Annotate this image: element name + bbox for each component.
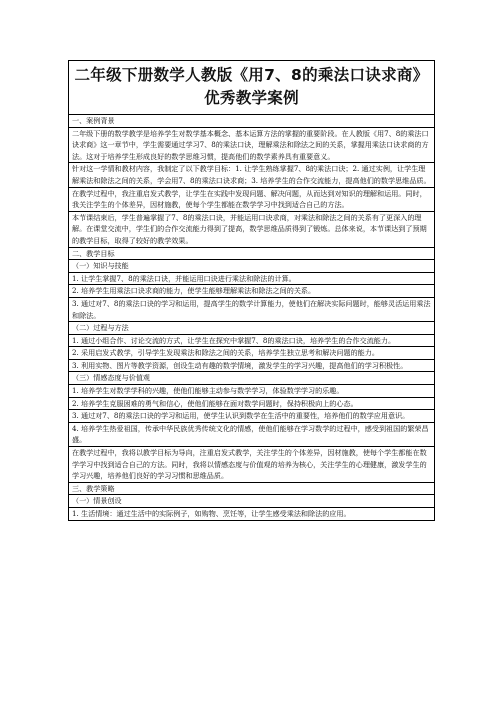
table-cell: 3. 通过对7、8的乘法口诀的学习和运用，提高学生的数学计算能力，使他们在解决实际问题时，能够灵活运用乘法和除法。 xyxy=(69,297,435,321)
table-row xyxy=(69,334,435,347)
table-cell: 3. 利用实物、图片等教学资源，创设生动有趣的数学情境，激发学生的学习兴趣，提高他们的学习积极性。 xyxy=(69,359,435,372)
table-cell: 2. 采用启发式教学，引导学生发现乘法和除法之间的关系，培养学生独立思考和解决问题的能力。 xyxy=(69,347,435,360)
table-row xyxy=(69,482,435,495)
table-cell: 二年级下册的数学教学是培养学生对数学基本概念、基本运算方法的掌握的重要阶段。在人教版《用7、8的乘法口诀求商》这一章节中，学生需要通过学习7、8的乘法口诀，理解乘法和除法之间的关系，掌握用乘法口诀求商的方法。这对于培养学生形成良好的数学思维习惯，提高他们的数学素养具有重要意义。 xyxy=(69,127,435,163)
table-cell: 1. 通过小组合作、讨论交流的方式，让学生在探究中掌握7、8的乘法口诀，培养学生的合作交流能力。 xyxy=(69,334,435,347)
document-title: 二年级下册数学人教版《用7、8的乘法口诀求商》优秀教学案例 xyxy=(68,60,435,114)
table-cell: 二、教学目标 xyxy=(69,247,435,260)
table-row xyxy=(69,347,435,360)
table-row xyxy=(69,422,435,446)
table-cell: 在教学过程中，我将以教学目标为导向，注重启发式教学，关注学生的个体差异，因材施教，使每个学生都能在数学学习中找到适合自己的方法。同时，我将以情感态度与价值观的培养为核心，关注学生的心理健康，激发学生的学习兴趣，培养他们良好的学习习惯和思维品质。 xyxy=(69,447,435,483)
table-cell: 2. 培养学生克服困难的勇气和信心，使他们能够在面对数学问题时，保持积极向上的心态。 xyxy=(69,397,435,410)
table-row xyxy=(69,272,435,285)
table-row xyxy=(69,322,435,335)
table-cell: 三、教学策略 xyxy=(69,482,435,495)
table-cell: 4. 培养学生热爱祖国，传承中华民族优秀传统文化的情感，使他们能够在学习数学的过程中，感受到祖国的繁荣昌盛。 xyxy=(69,422,435,446)
table-row xyxy=(69,447,435,483)
table-row xyxy=(69,495,435,508)
table-cell: 2. 培养学生用乘法口诀求商的能力，使学生能够理解乘法和除法之间的关系。 xyxy=(69,285,435,298)
table-row xyxy=(69,247,435,260)
table-row xyxy=(69,297,435,321)
table-row xyxy=(69,187,435,211)
table-cell: （一）知识与技能 xyxy=(69,260,435,273)
table-row xyxy=(69,127,435,163)
table-row xyxy=(69,372,435,385)
content-table xyxy=(68,114,435,521)
table-cell: 1. 生活情境：通过生活中的实际例子，如购物、烹饪等，让学生感受乘法和除法的应用。 xyxy=(69,508,435,521)
table-cell: 在教学过程中，我注重启发式教学，让学生在实践中发现问题、解决问题，从而达到对知识的理解和运用。同时，我关注学生的个体差异，因材施教，使每个学生都能在数学学习中找到适合自己的方法。 xyxy=(69,187,435,211)
table-cell: （二）过程与方法 xyxy=(69,322,435,335)
table-cell: （三）情感态度与价值观 xyxy=(69,372,435,385)
table-cell: 1. 让学生掌握7、8的乘法口诀，并能运用口诀进行乘法和除法的计算。 xyxy=(69,272,435,285)
table-cell: 3. 通过对7、8的乘法口诀的学习和运用，使学生认识到数学在生活中的重要性，培养他们的数学应用意识。 xyxy=(69,410,435,423)
table-row xyxy=(69,163,435,187)
table-cell: 本节课结束后，学生普遍掌握了7、8的乘法口诀，并能运用口诀求商，对乘法和除法之间的关系有了更深入的理解。在课堂交流中，学生们的合作交流能力得到了提高，数学思维品质得到了锻炼。总体来说，本节课达到了预期的教学目标，取得了较好的教学效果。 xyxy=(69,211,435,247)
table-cell: 1. 培养学生对数学学科的兴趣，使他们能够主动参与数学学习，体验数学学习的乐趣。 xyxy=(69,385,435,398)
table-row xyxy=(69,397,435,410)
table-row xyxy=(69,211,435,247)
table-row xyxy=(69,285,435,298)
table-cell: 一、案例背景 xyxy=(69,115,435,128)
table-row xyxy=(69,410,435,423)
table-row xyxy=(69,359,435,372)
table-row xyxy=(69,260,435,273)
table-row xyxy=(69,115,435,128)
table-row xyxy=(69,385,435,398)
document-page xyxy=(68,60,435,521)
table-cell: 针对这一学情和教材内容，我制定了以下教学目标：1. 让学生熟练掌握7、8的乘法口诀；2. 通过实例，让学生理解乘法和除法之间的关系，学会用7、8的乘法口诀求商；3. 培养学生的合作交流能力，提高他们的数学思维品质。 xyxy=(69,163,435,187)
table-row xyxy=(69,508,435,521)
table-cell: （一）情景创设 xyxy=(69,495,435,508)
